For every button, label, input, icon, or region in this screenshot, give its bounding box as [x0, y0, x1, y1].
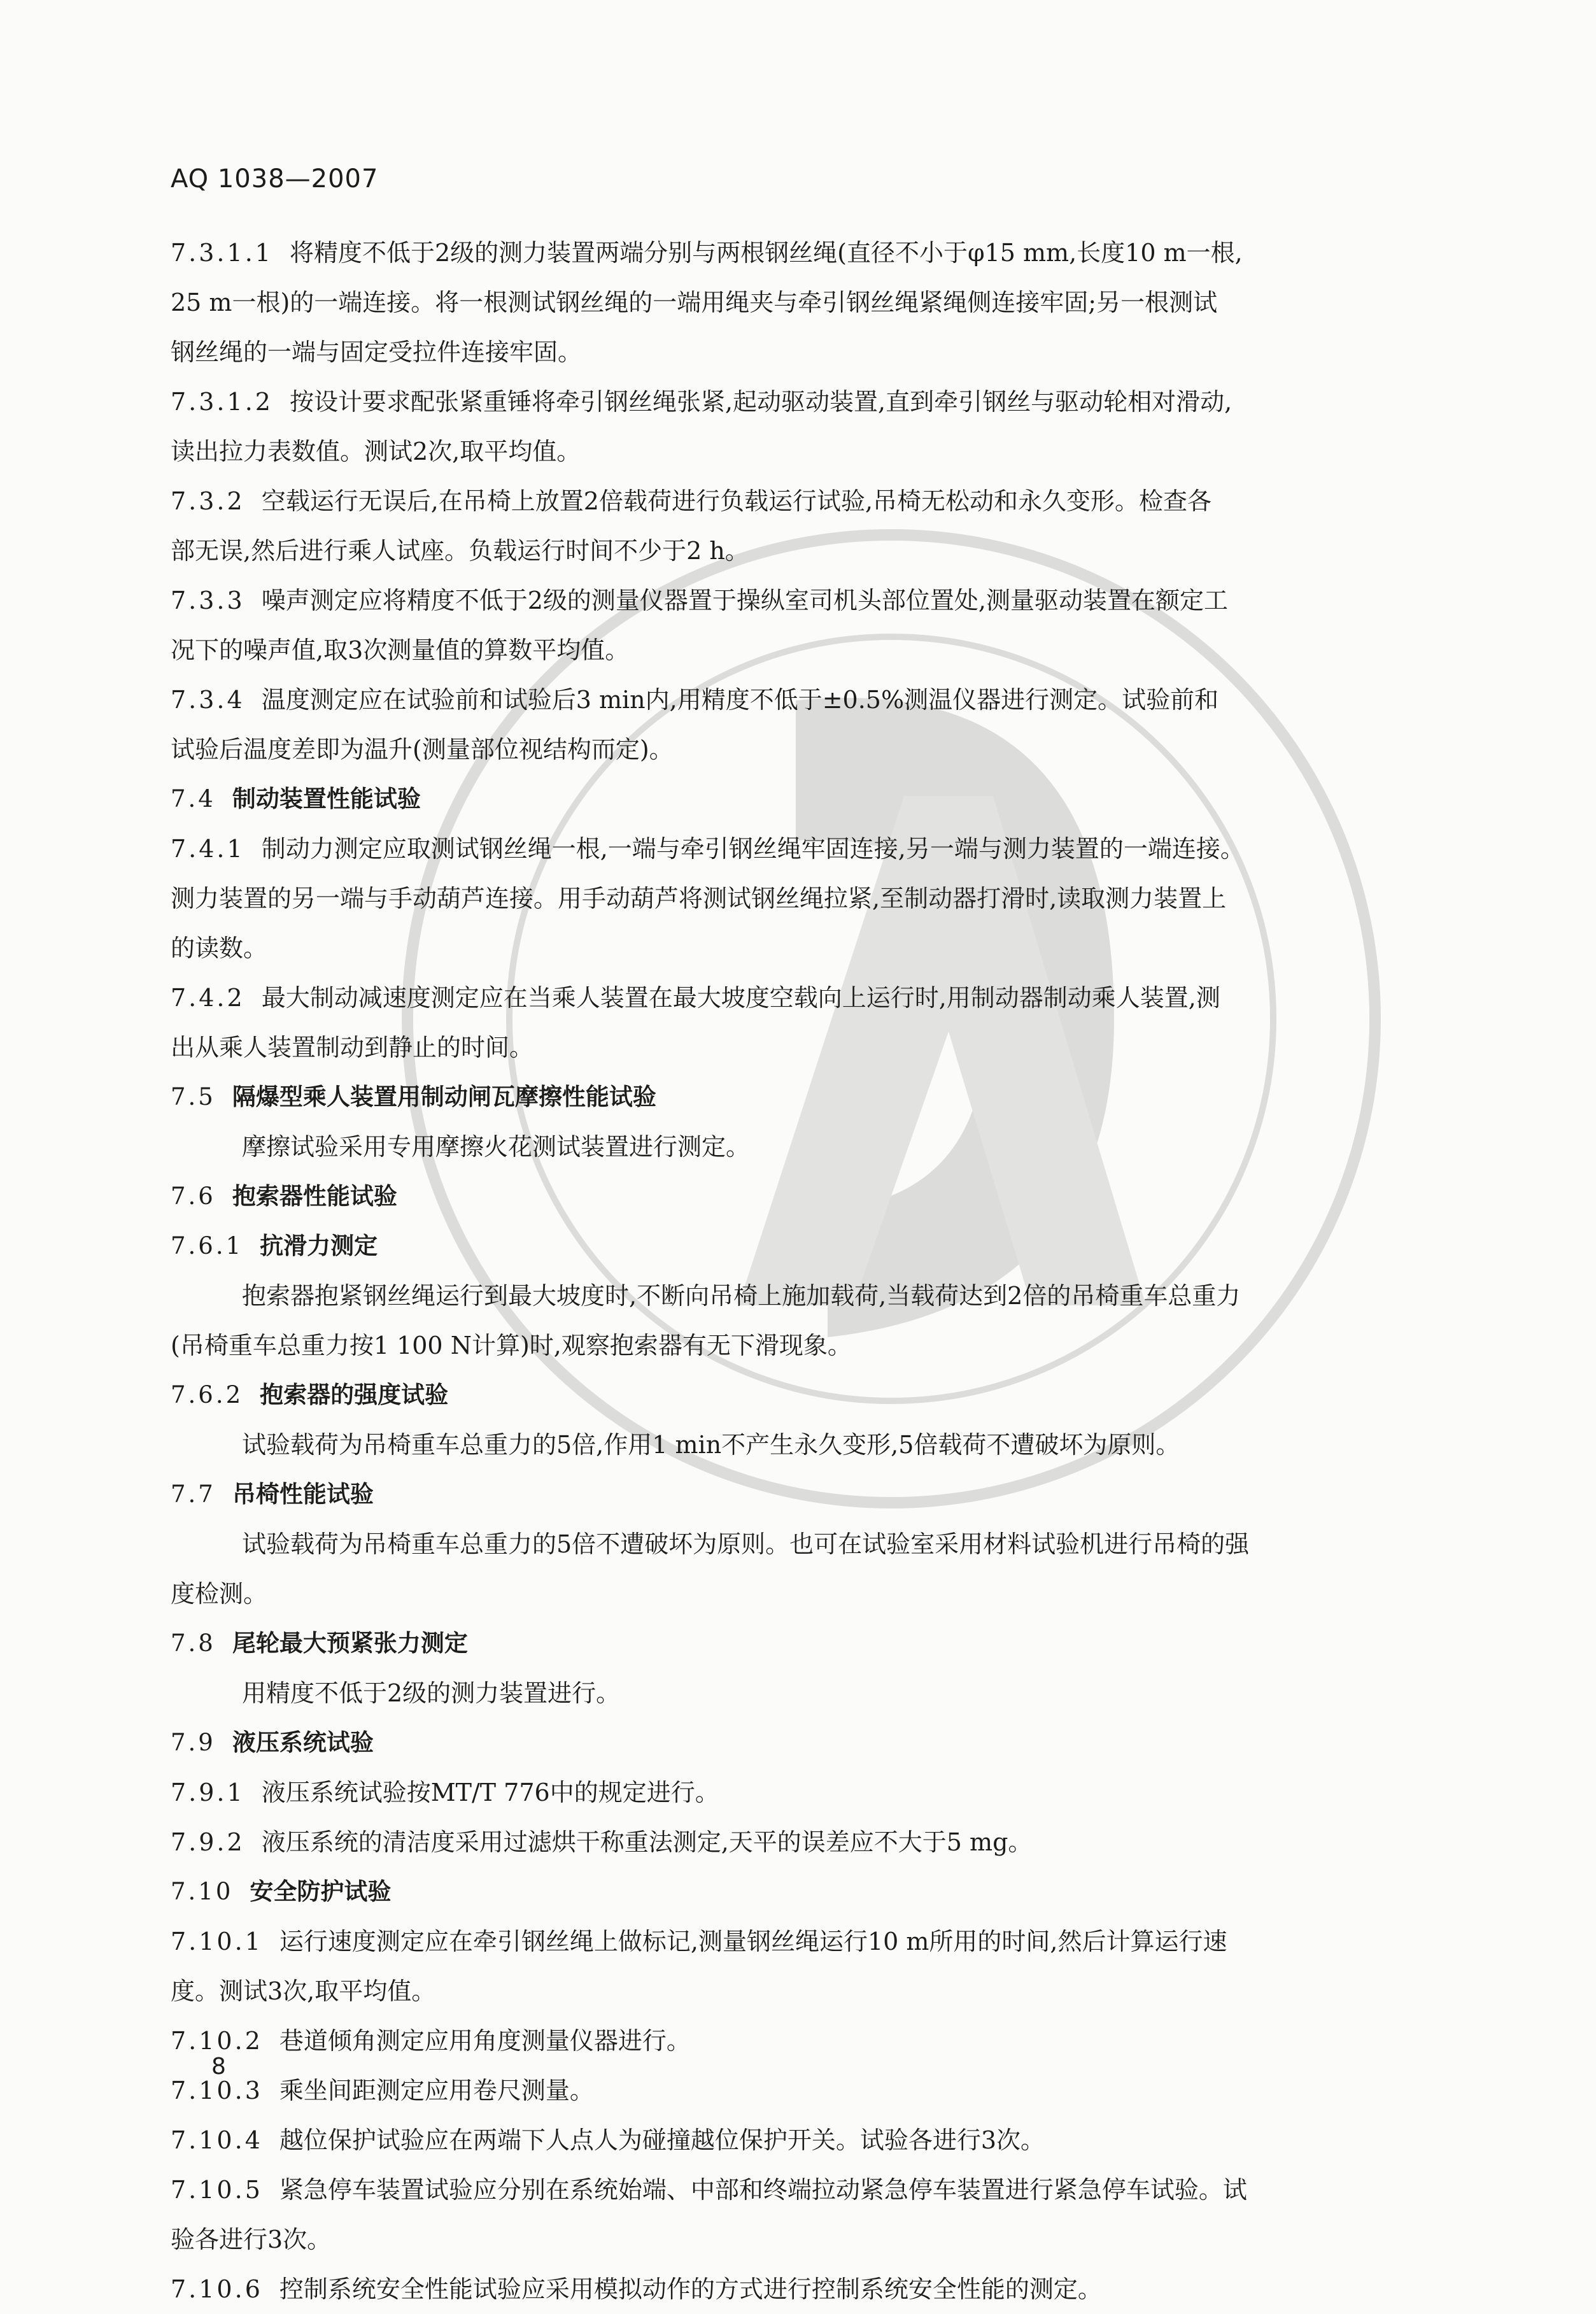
paragraph-line [171, 2165, 1393, 2215]
clause-text: 况下的噪声值,取3次测量值的算数平均值。 [171, 636, 630, 664]
section-heading [171, 1221, 1393, 1271]
clause-text: (吊椅重车总重力按1 100 N计算)时,观察抱索器有无下滑现象。 [171, 1331, 852, 1359]
paragraph-line [171, 526, 1393, 576]
clause-text: 的读数。 [171, 934, 268, 962]
paragraph-line [171, 2066, 1393, 2115]
clause-text: 安全防护试验 [250, 1878, 392, 1905]
clause-text: 试验载荷为吊椅重车总重力的5倍,作用1 min不产生永久变形,5倍载荷不遭破坏为原则。 [242, 1431, 1180, 1459]
clause-text: 制动装置性能试验 [232, 785, 421, 813]
clause-text: 液压系统试验 [232, 1729, 374, 1756]
paragraph-line [171, 1668, 1393, 1718]
clause-text: 读出拉力表数值。测试2次,取平均值。 [171, 437, 581, 465]
clause-text: 25 m一根)的一端连接。将一根测试钢丝绳的一端用绳夹与牵引钢丝绳紧绳侧连接牢固;另一根测试 [171, 288, 1218, 316]
clause-text: 紧急停车装置试验应分别在系统始端、中部和终端拉动紧急停车装置进行紧急停车试验。试 [279, 2176, 1247, 2204]
paragraph-line [171, 923, 1393, 973]
clause-number: 7.3.3 [171, 586, 245, 614]
clause-text: 液压系统的清洁度采用过滤烘干称重法测定,天平的误差应不大于5 mg。 [261, 1828, 1033, 1856]
clause-number: 7.9 [171, 1729, 216, 1756]
clause-number: 7.4 [171, 785, 216, 813]
clause-text: 出从乘人装置制动到静止的时间。 [171, 1033, 534, 1061]
clause-number: 7.9.2 [171, 1828, 245, 1856]
clause-text: 巷道倾角测定应用角度测量仪器进行。 [279, 2027, 691, 2055]
page-number: 8 [211, 2054, 226, 2080]
paragraph-line [171, 2264, 1393, 2314]
paragraph-line [171, 278, 1393, 327]
clause-text: 将精度不低于2级的测力装置两端分别与两根钢丝绳(直径不小于φ15 mm,长度10 m一根, [289, 239, 1243, 267]
clause-text: 乘坐间距测定应用卷尺测量。 [279, 2076, 594, 2105]
clause-number: 7.3.1.2 [171, 388, 273, 416]
paragraph-line [171, 1768, 1393, 1817]
document-body [171, 228, 1393, 2314]
section-heading [171, 1072, 1393, 1122]
clause-number: 7.10.3 [171, 2076, 263, 2105]
clause-text: 度。测试3次,取平均值。 [171, 1977, 436, 2005]
clause-text: 制动力测定应取测试钢丝绳一根,一端与牵引钢丝绳牢固连接,另一端与测力装置的一端连接。 [261, 835, 1245, 863]
clause-number: 7.6 [171, 1182, 216, 1210]
paragraph-line [171, 1023, 1393, 1072]
section-heading [171, 774, 1393, 824]
clause-number: 7.7 [171, 1480, 216, 1508]
clause-text: 噪声测定应将精度不低于2级的测量仪器置于操纵室司机头部位置处,测量驱动装置在额定工 [261, 586, 1228, 614]
paragraph-line [171, 973, 1393, 1023]
paragraph-line [171, 1271, 1393, 1321]
clause-number: 7.9.1 [171, 1778, 245, 1806]
clause-text: 运行速度测定应在牵引钢丝绳上做标记,测量钢丝绳运行10 m所用的时间,然后计算运行速 [279, 1927, 1227, 1956]
paragraph-line [171, 576, 1393, 625]
clause-number: 7.4.2 [171, 984, 245, 1012]
clause-number: 7.6.2 [171, 1381, 244, 1409]
clause-text: 抗滑力测定 [260, 1232, 378, 1260]
clause-text: 隔爆型乘人装置用制动闸瓦摩擦性能试验 [232, 1083, 656, 1111]
paragraph-line [171, 327, 1393, 377]
paragraph-line [171, 1519, 1393, 1569]
section-heading [171, 1619, 1393, 1668]
clause-text: 抱索器抱紧钢丝绳运行到最大坡度时,不断向吊椅上施加载荷,当载荷达到2倍的吊椅重车总重力 [242, 1282, 1241, 1310]
clause-text: 试验载荷为吊椅重车总重力的5倍不遭破坏为原则。也可在试验室采用材料试验机进行吊椅的强 [242, 1530, 1250, 1558]
clause-text: 最大制动减速度测定应在当乘人装置在最大坡度空载向上运行时,用制动器制动乘人装置,测 [261, 984, 1220, 1012]
paragraph-line [171, 1420, 1393, 1470]
section-heading [171, 1470, 1393, 1519]
clause-number: 7.10.6 [171, 2275, 263, 2303]
clause-text: 控制系统安全性能试验应采用模拟动作的方式进行控制系统安全性能的测定。 [279, 2275, 1102, 2303]
paragraph-line [171, 377, 1393, 427]
clause-number: 7.10.5 [171, 2176, 263, 2204]
clause-text: 部无误,然后进行乘人试座。负载运行时间不少于2 h。 [171, 537, 749, 565]
clause-text: 空载运行无误后,在吊椅上放置2倍载荷进行负载运行试验,吊椅无松动和永久变形。检查各 [261, 487, 1212, 515]
standard-header: AQ 1038—2007 [171, 164, 379, 194]
clause-text: 测力装置的另一端与手动葫芦连接。用手动葫芦将测试钢丝绳拉紧,至制动器打滑时,读取测力装置上 [171, 884, 1227, 912]
clause-number: 7.3.1.1 [171, 239, 273, 267]
paragraph-line [171, 1321, 1393, 1370]
paragraph-line [171, 476, 1393, 526]
clause-text: 按设计要求配张紧重锤将牵引钢丝绳张紧,起动驱动装置,直到牵引钢丝与驱动轮相对滑动, [289, 388, 1232, 416]
clause-text: 度检测。 [171, 1580, 268, 1608]
clause-text: 抱索器的强度试验 [260, 1381, 449, 1409]
paragraph-line [171, 824, 1393, 874]
section-heading [171, 1172, 1393, 1221]
paragraph-line [171, 874, 1393, 923]
section-heading [171, 1867, 1393, 1917]
clause-number: 7.3.2 [171, 487, 245, 515]
clause-number: 7.6.1 [171, 1232, 244, 1260]
clause-text: 尾轮最大预紧张力测定 [232, 1629, 468, 1657]
clause-text: 用精度不低于2级的测力装置进行。 [242, 1679, 621, 1707]
clause-text: 越位保护试验应在两端下人点人为碰撞越位保护开关。试验各进行3次。 [279, 2126, 1045, 2154]
clause-number: 7.8 [171, 1629, 216, 1657]
clause-text: 液压系统试验按MT/T 776中的规定进行。 [261, 1778, 719, 1806]
paragraph-line [171, 625, 1393, 675]
paragraph-line [171, 1569, 1393, 1619]
clause-text: 吊椅性能试验 [232, 1480, 374, 1508]
paragraph-line [171, 675, 1393, 725]
clause-text: 试验后温度差即为温升(测量部位视结构而定)。 [171, 735, 674, 763]
clause-text: 钢丝绳的一端与固定受拉件连接牢固。 [171, 338, 583, 366]
clause-text: 摩擦试验采用专用摩擦火花测试装置进行测定。 [242, 1133, 751, 1161]
paragraph-line [171, 1122, 1393, 1172]
section-heading [171, 1718, 1393, 1768]
clause-number: 7.3.4 [171, 686, 245, 714]
clause-number: 7.5 [171, 1083, 216, 1111]
clause-text: 抱索器性能试验 [232, 1182, 397, 1210]
clause-number: 7.10.1 [171, 1927, 263, 1956]
section-heading [171, 1370, 1393, 1420]
clause-number: 7.4.1 [171, 835, 245, 863]
clause-text: 温度测定应在试验前和试验后3 min内,用精度不低于±0.5%测温仪器进行测定。试验前和 [261, 686, 1219, 714]
paragraph-line [171, 1966, 1393, 2016]
paragraph-line [171, 2215, 1393, 2264]
paragraph-line [171, 725, 1393, 774]
clause-text: 验各进行3次。 [171, 2225, 332, 2254]
paragraph-line [171, 2016, 1393, 2066]
paragraph-line [171, 228, 1393, 278]
paragraph-line [171, 2115, 1393, 2165]
clause-number: 7.10.4 [171, 2126, 263, 2154]
clause-number: 7.10 [171, 1878, 234, 1905]
paragraph-line [171, 1817, 1393, 1867]
clause-number: 7.10.2 [171, 2027, 263, 2055]
paragraph-line [171, 1917, 1393, 1966]
paragraph-line [171, 427, 1393, 476]
